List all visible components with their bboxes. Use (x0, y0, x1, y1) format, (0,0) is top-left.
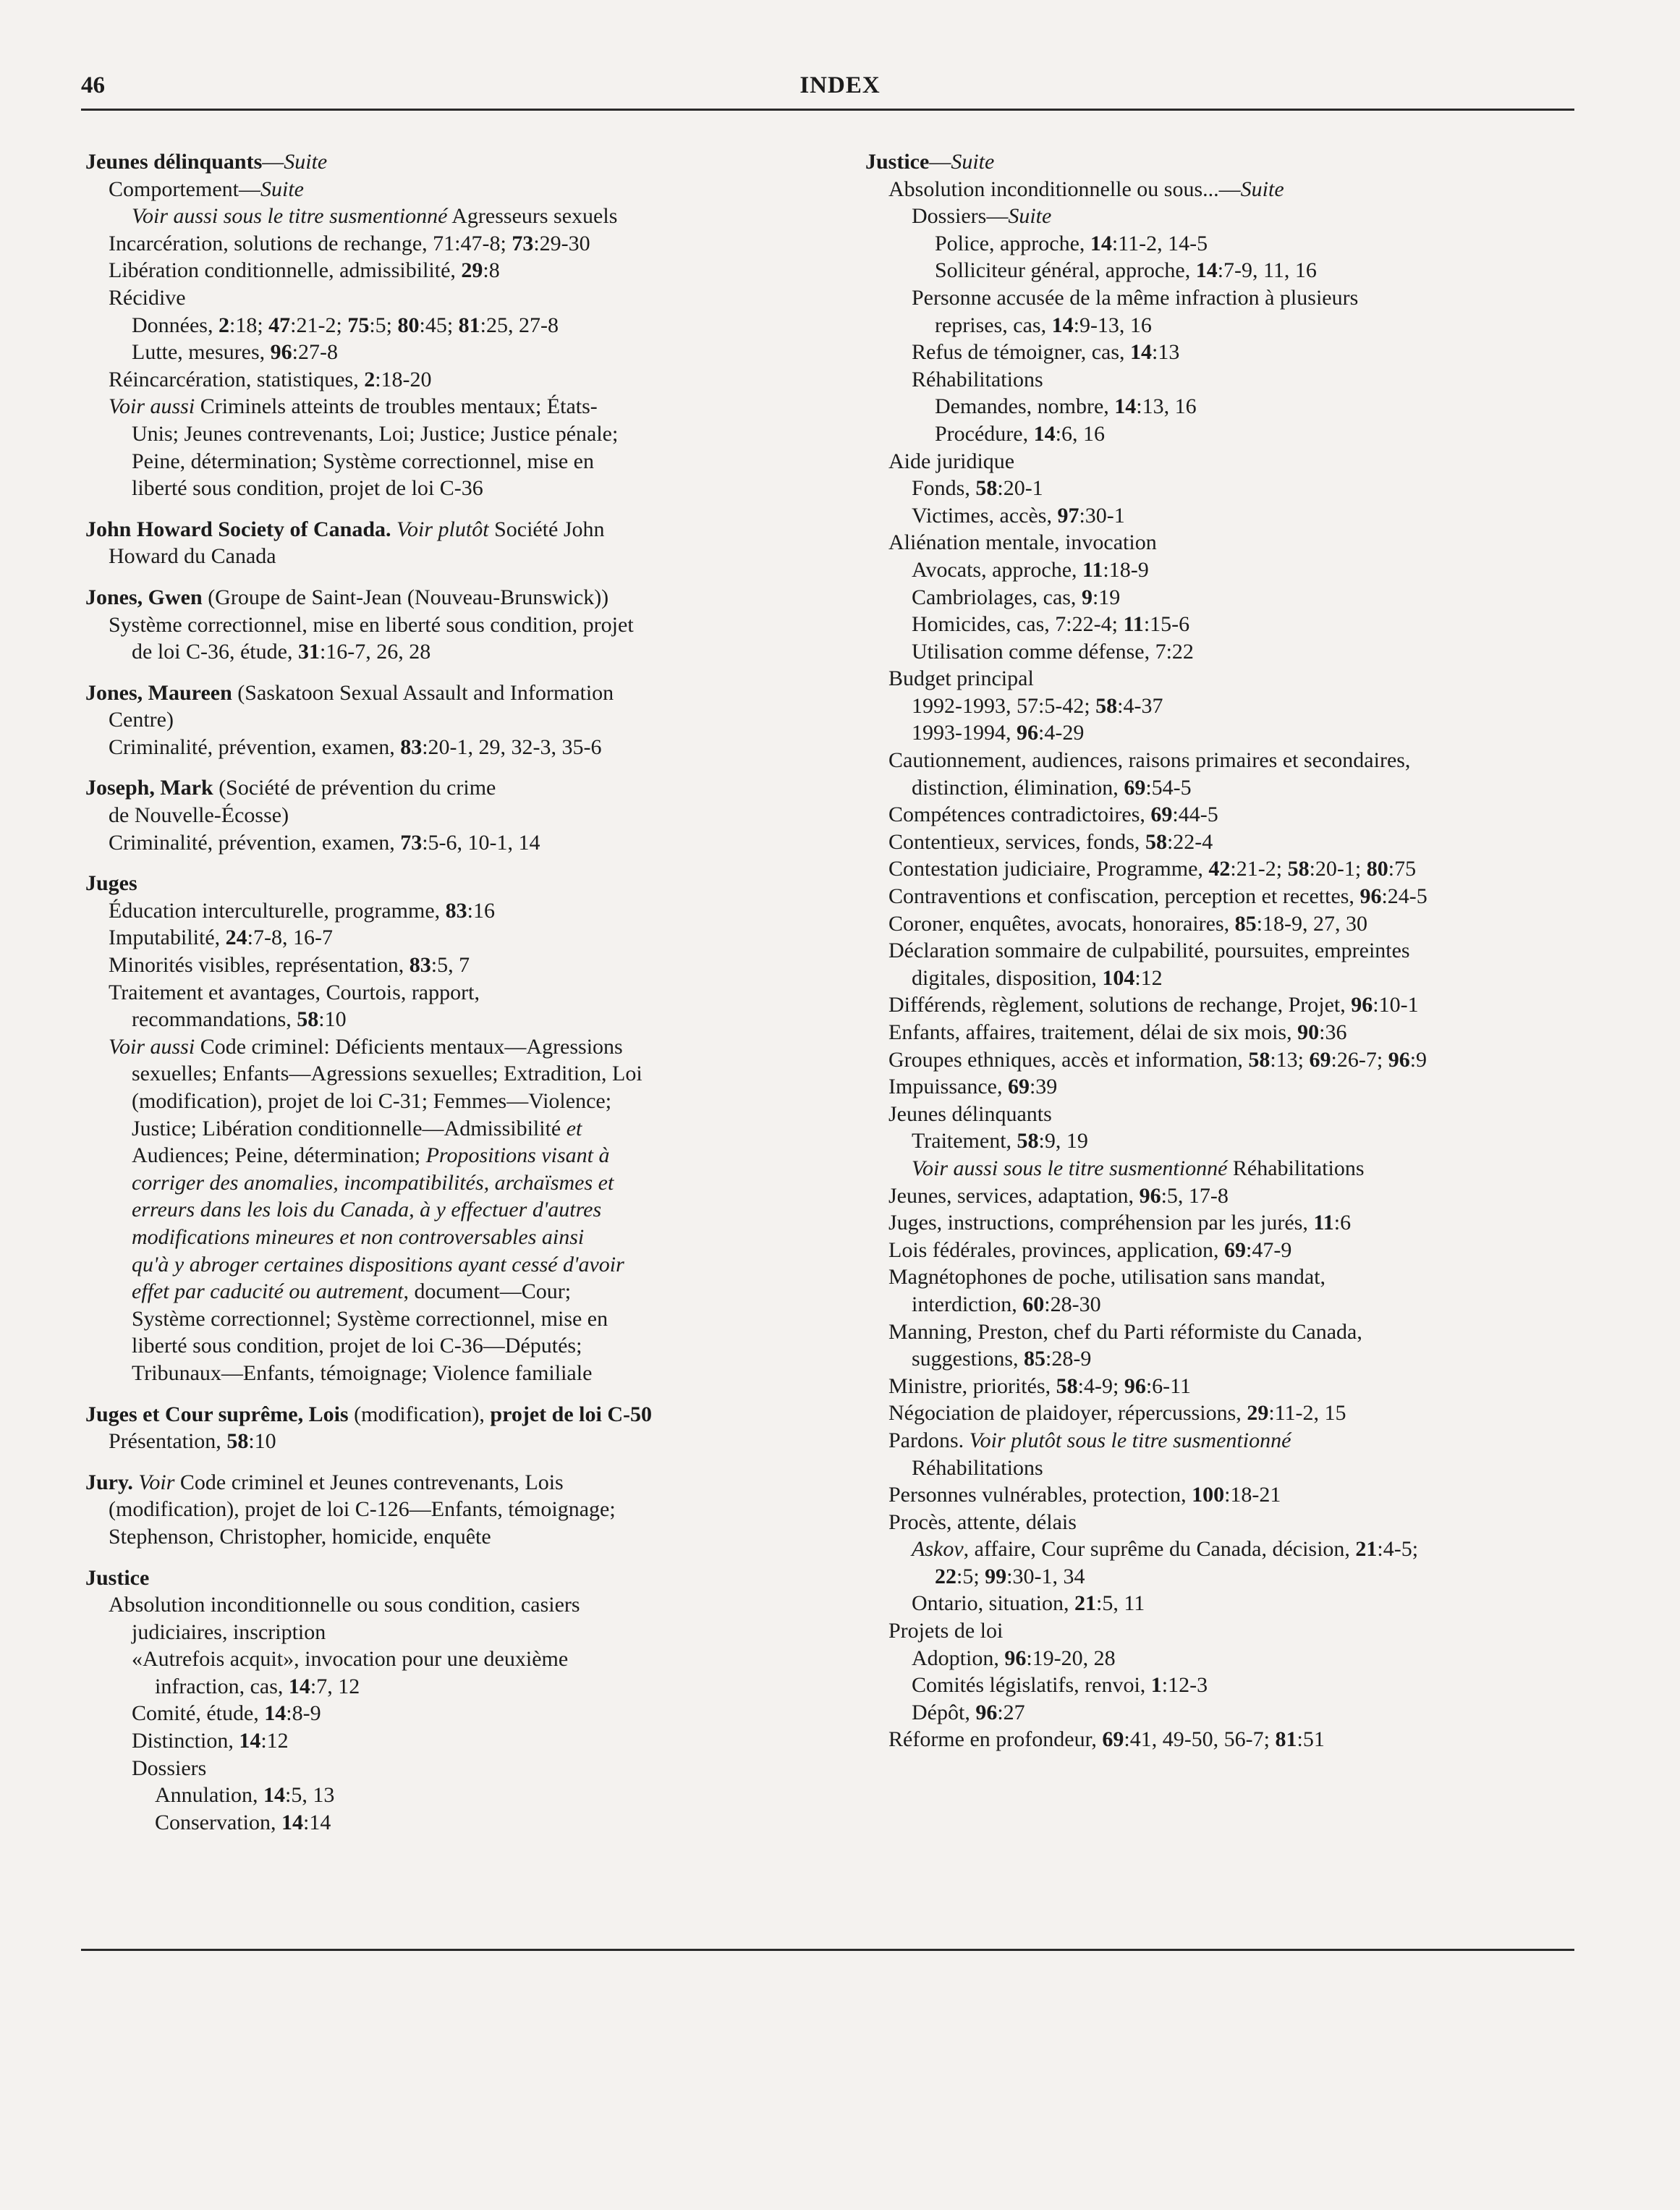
index-subentry: sexuelles; Enfants—Agressions sexuelles; Extradition, Loi (132, 1062, 642, 1086)
index-subentry: Compétences contradictoires, 69:44-5 (888, 803, 1218, 827)
index-subentry: Absolution inconditionnelle ou sous condition, casiers (109, 1593, 580, 1617)
index-heading: Juges et Cour suprême, Lois (modification), projet de loi C-50 (85, 1402, 652, 1426)
index-subentry: Impuissance, 69:39 (888, 1075, 1058, 1099)
index-subentry: Données, 2:18; 47:21-2; 75:5; 80:45; 81:25, 27-8 (132, 313, 559, 337)
index-subentry: Réhabilitations (912, 1455, 1043, 1480)
index-subentry: Négociation de plaidoyer, répercussions, 29:11-2, 15 (888, 1401, 1346, 1426)
index-subentry: Incarcération, solutions de rechange, 71:47-8; 73:29-30 (109, 231, 590, 255)
index-subentry: liberté sous condition, projet de loi C-36 (132, 476, 483, 501)
index-subentry: Budget principal (888, 666, 1034, 691)
index-subentry: Traitement et avantages, Courtois, rapport, (109, 980, 480, 1004)
header-rule (81, 109, 1574, 111)
page-number: 46 (81, 72, 105, 98)
index-subentry: 22:5; 99:30-1, 34 (935, 1564, 1085, 1588)
index-subentry: Projets de loi (888, 1619, 1004, 1643)
index-column-right (865, 148, 1589, 1767)
index-subentry: Homicides, cas, 7:22-4; 11:15-6 (912, 612, 1190, 637)
index-subentry: Minorités visibles, représentation, 83:5, 7 (109, 953, 470, 978)
index-subentry: effet par caducité ou autrement, document—Cour; (132, 1279, 572, 1304)
index-heading: Jones, Gwen (Groupe de Saint-Jean (Nouveau-Brunswick)) (85, 585, 609, 609)
index-subentry: Absolution inconditionnelle ou sous...—Suite (888, 177, 1284, 201)
index-subentry: Fonds, 58:20-1 (912, 476, 1043, 501)
index-subentry: corriger des anomalies, incompatibilités, archaïsmes et (132, 1170, 614, 1195)
index-subentry: Réincarcération, statistiques, 2:18-20 (109, 367, 432, 391)
index-subentry: Aide juridique (888, 449, 1015, 473)
running-head-title: INDEX (799, 72, 881, 98)
index-entry (85, 774, 809, 856)
index-entry (85, 1469, 809, 1551)
index-subentry: Présentation, 58:10 (109, 1429, 276, 1454)
index-subentry: Ministre, priorités, 58:4-9; 96:6-11 (888, 1373, 1192, 1398)
index-subentry: interdiction, 60:28-30 (912, 1292, 1101, 1316)
index-subentry: judiciaires, inscription (132, 1620, 326, 1644)
index-heading: Jeunes délinquants—Suite (85, 150, 328, 174)
index-subentry: Utilisation comme défense, 7:22 (912, 639, 1194, 664)
index-subentry: erreurs dans les lois du Canada, à y effectuer d'autres (132, 1198, 602, 1222)
index-subentry: Distinction, 14:12 (132, 1729, 289, 1753)
index-subentry: Réhabilitations (912, 367, 1043, 391)
index-heading: Justice (85, 1565, 150, 1590)
index-subentry: Tribunaux—Enfants, témoignage; Violence familiale (132, 1360, 593, 1385)
index-entry (85, 516, 809, 570)
index-subentry: suggestions, 85:28-9 (912, 1347, 1092, 1371)
index-subentry: qu'à y abroger certaines dispositions ayant cessé d'avoir (132, 1252, 624, 1277)
index-subentry: de Nouvelle-Écosse) (109, 803, 289, 828)
index-subentry: Demandes, nombre, 14:13, 16 (935, 394, 1197, 419)
index-subentry: Procédure, 14:6, 16 (935, 421, 1105, 446)
index-subentry: Dépôt, 96:27 (912, 1700, 1025, 1724)
index-subentry: Différends, règlement, solutions de rechange, Projet, 96:10-1 (888, 993, 1419, 1017)
index-subentry: Justice; Libération conditionnelle—Admissibilité et (132, 1116, 582, 1140)
index-subentry: Système correctionnel, mise en liberté sous condition, projet (109, 612, 634, 637)
index-subentry: Comportement—Suite (109, 177, 304, 201)
index-subentry: recommandations, 58:10 (132, 1007, 347, 1032)
index-subentry: Comité, étude, 14:8-9 (132, 1701, 321, 1726)
index-entry (85, 679, 809, 761)
index-subentry: 1992-1993, 57:5-42; 58:4-37 (912, 693, 1163, 718)
index-subentry: Déclaration sommaire de culpabilité, poursuites, empreintes (888, 939, 1410, 963)
index-subentry: Imputabilité, 24:7-8, 16-7 (109, 926, 333, 950)
index-subentry: distinction, élimination, 69:54-5 (912, 775, 1192, 800)
index-subentry: Askov, affaire, Cour suprême du Canada, décision, 21:4-5; (912, 1537, 1419, 1562)
index-subentry: Contentieux, services, fonds, 58:22-4 (888, 829, 1213, 854)
index-subentry: Manning, Preston, chef du Parti réformiste du Canada, (888, 1319, 1362, 1344)
index-subentry: Contraventions et confiscation, perception et recettes, 96:24-5 (888, 884, 1427, 909)
index-entry (85, 1565, 809, 1837)
index-subentry: «Autrefois acquit», invocation pour une deuxième (132, 1647, 569, 1672)
index-subentry: Stephenson, Christopher, homicide, enquête (109, 1524, 491, 1549)
index-subentry: Contestation judiciaire, Programme, 42:21-2; 58:20-1; 80:75 (888, 857, 1417, 881)
index-subentry: 1993-1994, 96:4-29 (912, 721, 1085, 745)
index-heading: Juges (85, 871, 137, 896)
index-subentry: Juges, instructions, compréhension par les jurés, 11:6 (888, 1211, 1352, 1235)
index-column-left (85, 148, 809, 1850)
index-subentry: infraction, cas, 14:7, 12 (155, 1674, 360, 1698)
index-subentry: Conservation, 14:14 (155, 1810, 331, 1834)
index-entry (85, 584, 809, 666)
index-subentry: Dossiers (132, 1756, 207, 1780)
index-subentry: (modification), projet de loi C-126—Enfants, témoignage; (109, 1497, 616, 1522)
index-subentry: Ontario, situation, 21:5, 11 (912, 1591, 1145, 1616)
index-subentry: Récidive (109, 285, 186, 310)
index-subentry: Voir aussi Code criminel: Déficients mentaux—Agressions (109, 1034, 623, 1059)
index-subentry: Libération conditionnelle, admissibilité, 29:8 (109, 258, 500, 283)
index-subentry: Magnétophones de poche, utilisation sans mandat, (888, 1265, 1326, 1290)
index-entry (85, 870, 809, 1386)
index-subentry: Unis; Jeunes contrevenants, Loi; Justice; Justice pénale; (132, 421, 619, 446)
index-subentry: liberté sous condition, projet de loi C-36—Députés; (132, 1334, 582, 1358)
index-subentry: Victimes, accès, 97:30-1 (912, 503, 1125, 528)
index-subentry: Procès, attente, délais (888, 1510, 1077, 1534)
index-subentry: de loi C-36, étude, 31:16-7, 26, 28 (132, 640, 431, 664)
index-subentry: Pardons. Voir plutôt sous le titre susmentionné (888, 1428, 1291, 1452)
index-subentry: Dossiers—Suite (912, 204, 1052, 229)
index-subentry: reprises, cas, 14:9-13, 16 (935, 313, 1152, 337)
index-entry (85, 1401, 809, 1455)
index-subentry: Refus de témoigner, cas, 14:13 (912, 340, 1180, 365)
index-subentry: Solliciteur général, approche, 14:7-9, 11, 16 (935, 258, 1317, 283)
index-subentry: Réforme en profondeur, 69:41, 49-50, 56-7; 81:51 (888, 1727, 1325, 1752)
index-subentry: Audiences; Peine, détermination; Propositions visant à (132, 1143, 610, 1168)
index-subentry: Enfants, affaires, traitement, délai de six mois, 90:36 (888, 1020, 1347, 1044)
index-subentry: (modification), projet de loi C-31; Femmes—Violence; (132, 1089, 612, 1113)
index-subentry: Système correctionnel; Système correctionnel, mise en (132, 1306, 608, 1331)
index-subentry: Groupes ethniques, accès et information, 58:13; 69:26-7; 96:9 (888, 1047, 1427, 1072)
index-heading: Jury. Voir Code criminel et Jeunes contrevenants, Lois (85, 1470, 564, 1494)
index-subentry: Annulation, 14:5, 13 (155, 1783, 335, 1808)
index-subentry: Police, approche, 14:11-2, 14-5 (935, 231, 1208, 255)
index-subentry: Centre) (109, 708, 174, 732)
index-subentry: Criminalité, prévention, examen, 83:20-1, 29, 32-3, 35-6 (109, 734, 602, 759)
index-subentry: Comités législatifs, renvoi, 1:12-3 (912, 1673, 1208, 1698)
index-subentry: Coroner, enquêtes, avocats, honoraires, 85:18-9, 27, 30 (888, 911, 1367, 936)
index-subentry: Criminalité, prévention, examen, 73:5-6, 10-1, 14 (109, 830, 540, 855)
index-entry (85, 148, 809, 502)
footer-rule (81, 1949, 1574, 1951)
index-heading: Justice—Suite (865, 150, 995, 174)
index-subentry: Aliénation mentale, invocation (888, 530, 1157, 555)
index-subentry: Jeunes, services, adaptation, 96:5, 17-8 (888, 1183, 1229, 1208)
index-subentry: Lutte, mesures, 96:27-8 (132, 340, 338, 365)
index-subentry: Personne accusée de la même infraction à plusieurs (912, 285, 1359, 310)
index-subentry: Jeunes délinquants (888, 1101, 1052, 1126)
index-heading: Jones, Maureen (Saskatoon Sexual Assault and Information (85, 680, 614, 705)
index-subentry: Cautionnement, audiences, raisons primaires et secondaires, (888, 748, 1411, 773)
index-subentry: Avocats, approche, 11:18-9 (912, 557, 1149, 582)
index-subentry: Cambriolages, cas, 9:19 (912, 585, 1121, 609)
index-subentry: Traitement, 58:9, 19 (912, 1129, 1088, 1153)
index-subentry: modifications mineures et non controversables ainsi (132, 1224, 585, 1249)
index-subentry: Howard du Canada (109, 544, 276, 569)
index-subentry: Lois fédérales, provinces, application, 69:47-9 (888, 1237, 1292, 1262)
index-subentry: Adoption, 96:19-20, 28 (912, 1646, 1116, 1670)
index-subentry: digitales, disposition, 104:12 (912, 965, 1163, 990)
index-entry (865, 148, 1589, 1753)
index-subentry: Voir aussi Criminels atteints de troubles mentaux; États- (109, 394, 598, 419)
index-subentry: Personnes vulnérables, protection, 100:18-21 (888, 1483, 1281, 1507)
index-subentry: Voir aussi sous le titre susmentionné Agresseurs sexuels (132, 204, 618, 229)
index-subentry: Peine, détermination; Système correctionnel, mise en (132, 449, 594, 473)
index-subentry: Éducation interculturelle, programme, 83:16 (109, 898, 496, 923)
index-subentry: Voir aussi sous le titre susmentionné Réhabilitations (912, 1156, 1365, 1180)
index-heading: John Howard Society of Canada. Voir plutôt Société John (85, 517, 605, 541)
index-heading: Joseph, Mark (Société de prévention du crime (85, 776, 496, 800)
